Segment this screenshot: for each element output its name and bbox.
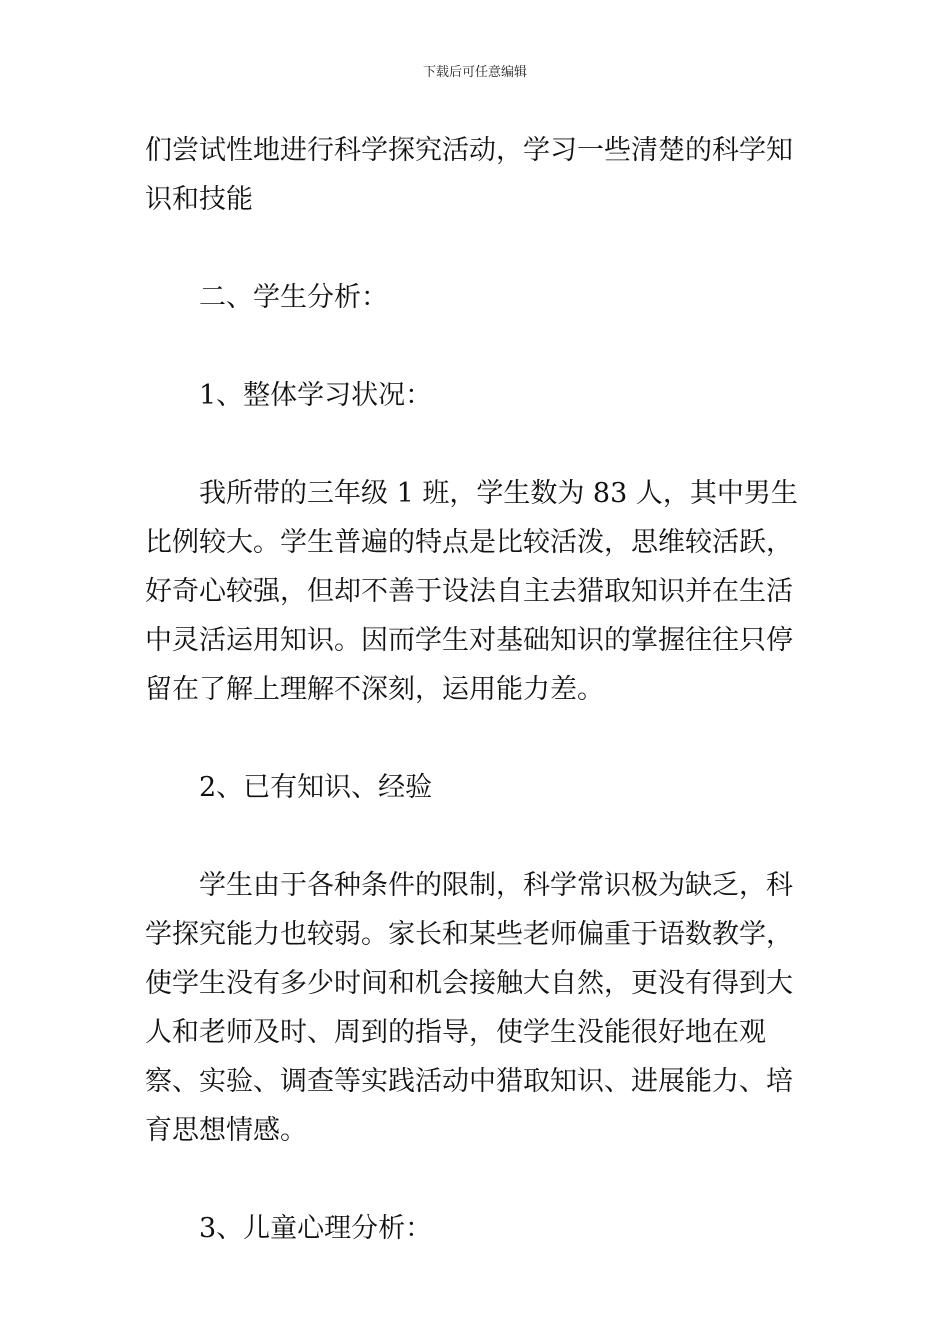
- paragraph-continued: 们尝试性地进行科学探究活动，学习一些清楚的科学知识和技能: [145, 135, 793, 215]
- section-heading-student-analysis: 二、学生分析：: [199, 282, 388, 313]
- paragraph-existing-knowledge: 学生由于各种条件的限制，科学常识极为缺乏，科学探究能力也较弱。家长和某些老师偏重于语数教学，使学生没有多少时间和机会接触大自然，更没有得到大人和老师及时、周到的指导，使学生没能很好地在观察、实验、调查等实践活动中猎取知识、进展能力、培育思想情感。: [145, 870, 793, 1146]
- subheading-existing-knowledge: 2、已有知识、经验: [199, 772, 433, 803]
- subheading-overall-learning: 1、整体学习状况：: [199, 380, 433, 411]
- subheading-child-psychology: 3、儿童心理分析：: [199, 1213, 433, 1244]
- paragraph-overall-learning: 我所带的三年级 1 班，学生数为 83 人，其中男生比例较大。学生普遍的特点是比较活泼，思维较活跃，好奇心较强，但却不善于设法自主去猎取知识并在生活中灵活运用知识。因而学生对基础知识的掌握往往只停留在了解上理解不深刻，运用能力差。: [145, 478, 798, 705]
- page-header-note: 下载后可任意编辑: [422, 65, 527, 80]
- document-body: [145, 126, 810, 1253]
